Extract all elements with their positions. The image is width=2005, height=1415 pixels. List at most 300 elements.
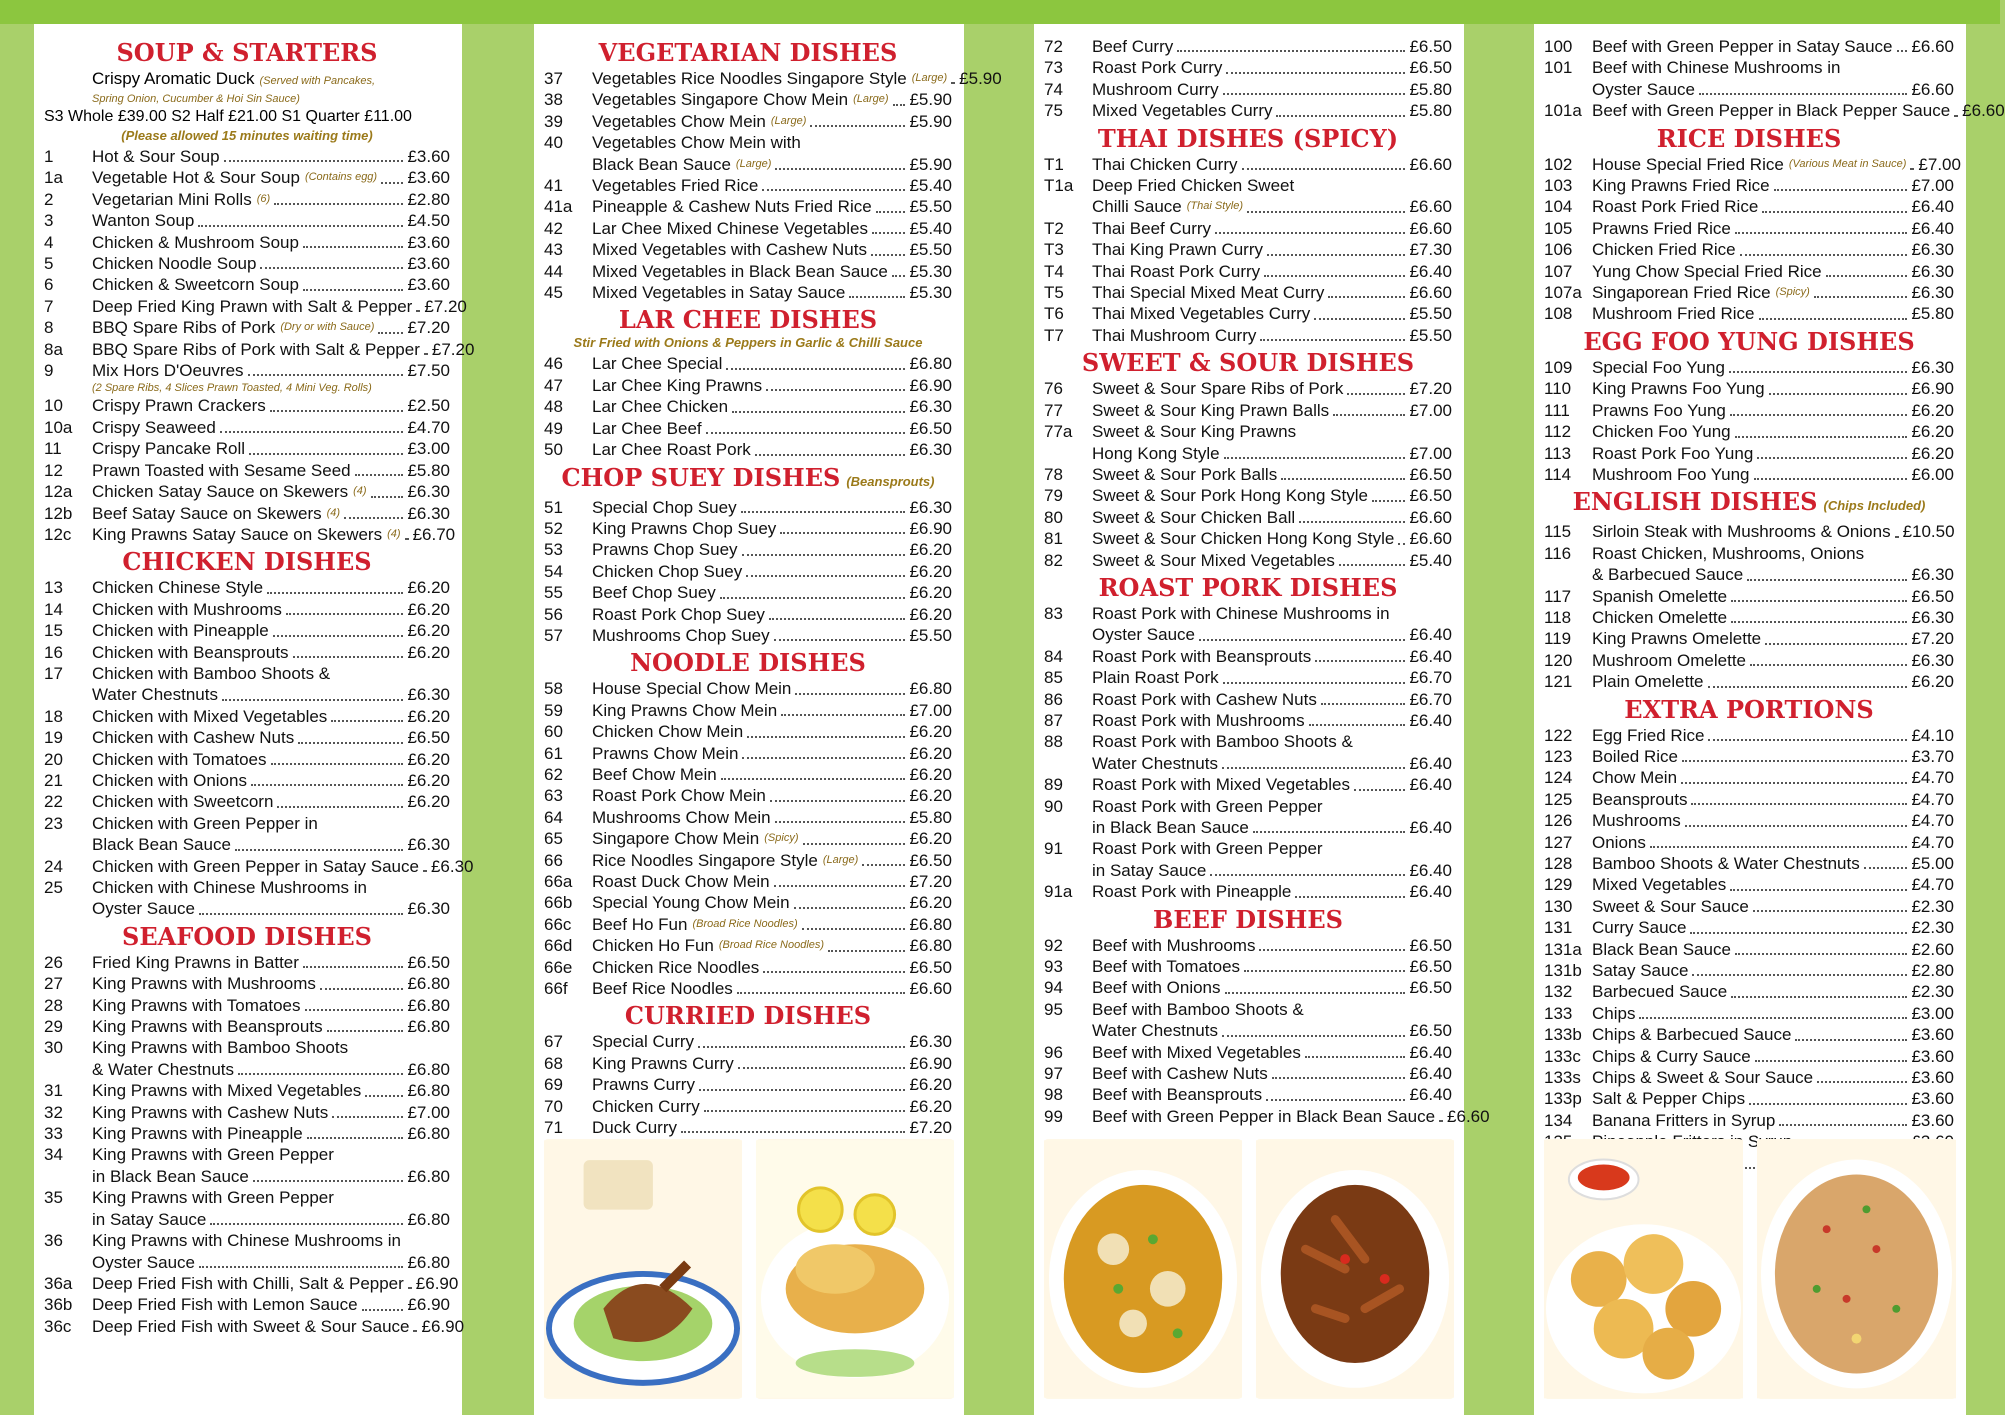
item-price: £6.20	[909, 1096, 952, 1116]
leader-dots	[1691, 803, 1907, 805]
item-name: Boiled Rice	[1592, 746, 1678, 766]
item-price: £6.80	[407, 1081, 450, 1101]
leader-dots	[303, 966, 404, 968]
item-number: 43	[544, 240, 563, 260]
section-title	[544, 462, 952, 495]
item-name: Mushroom Fried Rice	[1592, 304, 1755, 324]
leader-dots	[362, 1309, 404, 1311]
item-price: £7.00	[1911, 176, 1954, 196]
item-number: 16	[44, 642, 63, 662]
item-number: 76	[1044, 379, 1063, 399]
item-number: 36	[44, 1231, 63, 1251]
leader-dots	[405, 538, 409, 540]
section-title	[1044, 572, 1452, 602]
item-number: 116	[1544, 543, 1572, 563]
item-number: 131	[1544, 918, 1573, 938]
item-price: £3.60	[1911, 1068, 1954, 1088]
item-price: £6.50	[1409, 58, 1452, 78]
item-name: Sweet & Sour King Prawn Balls	[1092, 400, 1330, 420]
item-number: 40	[544, 133, 563, 153]
item-price: £6.40	[1409, 646, 1452, 666]
item-name: House Special Chow Mein	[592, 679, 792, 699]
item-name: Roast Pork with Beansprouts	[1092, 646, 1312, 666]
menu-item	[44, 1273, 459, 1294]
leader-dots	[742, 757, 905, 759]
leader-dots	[1826, 275, 1908, 277]
leader-dots	[871, 254, 905, 256]
menu-item	[1044, 325, 1452, 346]
item-price: £5.50	[1409, 325, 1452, 345]
item-price: £6.60	[1409, 218, 1452, 238]
menu-item	[1544, 357, 1954, 378]
leader-dots	[1731, 996, 1907, 998]
leader-dots	[1681, 782, 1907, 784]
item-number: 98	[1044, 1085, 1063, 1105]
item-number: 66	[544, 850, 563, 870]
menu-item	[1544, 100, 2005, 121]
leader-dots	[1314, 318, 1405, 320]
menu-item-cont	[44, 1166, 450, 1187]
item-number: 133	[1544, 1003, 1573, 1023]
item-price: £6.30	[1911, 261, 1954, 281]
item-price: £2.80	[407, 189, 450, 209]
leader-dots	[1260, 339, 1405, 341]
menu-item	[544, 764, 952, 785]
item-name: Roast Pork with Pineapple	[1092, 882, 1292, 902]
item-number: 121	[1544, 672, 1573, 692]
item-number: 57	[544, 625, 563, 645]
menu-item	[44, 1187, 450, 1208]
item-name: Beef with Cashew Nuts	[1092, 1064, 1268, 1084]
item-name: Crispy Prawn Crackers	[92, 396, 266, 416]
item-price: £3.60	[407, 232, 450, 252]
leader-dots	[828, 950, 905, 952]
item-name: Crispy Pancake Roll	[92, 439, 246, 459]
item-price: £6.50	[1409, 37, 1452, 56]
menu-item	[44, 577, 450, 598]
item-number: 91a	[1044, 882, 1073, 902]
item-name: House Special Fried Rice	[1592, 154, 1784, 174]
item-name: Roast Pork with Green Pepper	[1092, 796, 1323, 816]
section-title-text: EGG FOO YUNG DISHES	[1583, 326, 1915, 356]
leader-dots	[726, 368, 905, 370]
item-name: King Prawns with Beansprouts	[92, 1017, 323, 1037]
item-number: 87	[1044, 710, 1063, 730]
item-name: Mixed Vegetables with Cashew Nuts	[592, 240, 867, 260]
leader-dots	[893, 104, 906, 106]
item-name: Singaporean Fried Rice	[1592, 283, 1771, 303]
item-number: 101a	[1544, 101, 1582, 121]
item-name: Banana Fritters in Syrup	[1592, 1110, 1776, 1130]
item-name: Chicken with Green Pepper in	[92, 813, 318, 833]
item-price: £6.20	[909, 604, 952, 624]
menu-item	[44, 1080, 450, 1101]
item-price: £6.90	[909, 518, 952, 538]
item-number: 92	[1044, 935, 1063, 955]
menu-item	[544, 497, 952, 518]
item-name: Sweet & Sour Spare Ribs of Pork	[1092, 379, 1344, 399]
menu-item	[44, 524, 456, 545]
section-title	[544, 1003, 952, 1029]
item-name: Salt & Pepper Chips	[1592, 1089, 1746, 1109]
item-number: 85	[1044, 668, 1063, 688]
item-name: Beef Curry	[1092, 37, 1174, 56]
item-number: 58	[544, 679, 563, 699]
item-number: 102	[1544, 154, 1573, 174]
leader-dots	[737, 992, 906, 994]
item-number: 50	[544, 440, 563, 460]
item-price: £6.40	[1409, 753, 1452, 773]
item-number: 73	[1044, 58, 1063, 78]
leader-dots	[381, 182, 403, 184]
item-number: 28	[44, 995, 63, 1015]
leader-dots	[235, 849, 404, 851]
item-price: £6.90	[1911, 379, 1954, 399]
menu-item	[544, 1053, 952, 1074]
menu-item-cont	[44, 898, 450, 919]
leader-dots	[781, 714, 905, 716]
item-price: £6.20	[1911, 672, 1954, 692]
leader-dots	[1309, 724, 1406, 726]
item-number: 126	[1544, 811, 1573, 831]
menu-item	[1044, 57, 1452, 78]
item-number: 7	[44, 296, 54, 316]
item-name: Egg Fried Rice	[1592, 725, 1705, 745]
menu-item	[544, 539, 952, 560]
item-number: 12c	[44, 524, 72, 544]
item-price: £10.50	[1902, 522, 1955, 542]
menu-item	[44, 1230, 450, 1251]
item-name: Thai Mixed Vegetables Curry	[1092, 304, 1311, 324]
item-price: £4.70	[1911, 832, 1954, 852]
menu-item	[44, 1016, 450, 1037]
item-name: Beef Satay Sauce on Skewers	[92, 503, 322, 523]
leader-dots	[721, 778, 906, 780]
item-price: £5.30	[909, 261, 952, 281]
item-number: 45	[544, 283, 563, 303]
item-price: £6.20	[909, 583, 952, 603]
item-name: King Prawns with Mixed Vegetables	[92, 1081, 362, 1101]
menu-item	[44, 813, 450, 834]
menu-item	[1044, 603, 1452, 624]
leader-dots	[1639, 1017, 1907, 1019]
item-note: (Large)	[822, 853, 859, 866]
menu-item	[544, 625, 952, 646]
leader-dots	[1226, 72, 1405, 74]
item-price: £5.80	[909, 807, 952, 827]
menu-item	[1544, 36, 1954, 57]
item-price: £5.80	[1911, 304, 1954, 324]
item-name-2: in Black Bean Sauce	[92, 1166, 249, 1186]
item-price: £6.30	[1911, 240, 1954, 260]
menu-item-cont	[1044, 443, 1452, 464]
item-name: Plain Roast Pork	[1092, 668, 1219, 688]
item-name: Roast Pork with Cashew Nuts	[1092, 689, 1317, 709]
menu-item	[44, 642, 450, 663]
item-name: Prawns Fried Rice	[1592, 218, 1731, 238]
item-note: (Contains egg)	[304, 171, 378, 184]
menu-item	[44, 274, 450, 295]
item-number: 112	[1544, 422, 1572, 442]
item-name: Beef with Bamboo Shoots &	[1092, 999, 1304, 1019]
item-number: 27	[44, 974, 63, 994]
item-name: BBQ Spare Ribs of Pork with Salt & Pepper	[92, 339, 420, 359]
leader-dots	[273, 635, 404, 637]
item-price: £6.80	[909, 354, 952, 374]
leader-dots	[1223, 93, 1406, 95]
item-number: 97	[1044, 1064, 1063, 1084]
item-name: Vegetables Fried Rice	[592, 176, 759, 196]
item-number: 18	[44, 706, 63, 726]
section-title-text: ROAST PORK DISHES	[1098, 572, 1398, 602]
item-name-2: Water Chestnuts	[1092, 1021, 1218, 1041]
item-price: £3.00	[407, 439, 450, 459]
leader-dots	[248, 374, 404, 376]
leader-dots	[199, 1266, 403, 1268]
menu-item	[544, 439, 952, 460]
item-number: 81	[1044, 529, 1063, 549]
item-price: £5.40	[909, 218, 952, 238]
menu-item	[544, 1074, 952, 1095]
item-name: Roast Pork with Bamboo Shoots &	[1092, 732, 1353, 752]
item-number: 36a	[44, 1273, 73, 1293]
menu-item	[544, 561, 952, 582]
item-name: Chicken & Sweetcorn Soup	[92, 275, 299, 295]
leader-dots	[1757, 457, 1907, 459]
item-price: £5.90	[909, 111, 952, 131]
item-price: £6.30	[1911, 565, 1954, 585]
item-name: Chicken with Bamboo Shoots &	[92, 663, 331, 683]
menu-item	[544, 1031, 952, 1052]
item-price: £6.90	[909, 375, 952, 395]
item-price: £7.20	[1911, 629, 1954, 649]
item-number: 8	[44, 318, 54, 338]
item-price: £6.90	[415, 1273, 459, 1293]
leader-dots	[1814, 296, 1908, 298]
item-name-2: Oyster Sauce	[92, 1252, 195, 1272]
item-price: £3.60	[1911, 1046, 1954, 1066]
menu-item	[44, 232, 450, 253]
menu-item	[1044, 154, 1452, 175]
item-price: £6.60	[1409, 197, 1452, 217]
item-name: Roast Pork Chow Mein	[592, 786, 766, 806]
item-name: Chips & Curry Sauce	[1592, 1046, 1751, 1066]
photo-strip	[1544, 1139, 1956, 1399]
item-number: 3	[44, 211, 54, 231]
leader-dots	[1372, 500, 1406, 502]
item-name: Lar Chee Chicken	[592, 397, 729, 417]
menu-item	[544, 353, 952, 374]
item-name: Curry Sauce	[1592, 918, 1687, 938]
item-name: Deep Fried Fish with Sweet & Sour Sauce	[92, 1316, 410, 1336]
menu-item	[544, 132, 952, 153]
item-price: £6.20	[407, 706, 450, 726]
item-name: Chicken Chinese Style	[92, 578, 264, 598]
menu-item	[1544, 874, 1954, 895]
item-price: £6.30	[407, 835, 450, 855]
chicken-curry-photo	[1044, 1139, 1242, 1399]
item-name: Special Young Chow Mein	[592, 893, 790, 913]
item-price: £6.40	[1409, 775, 1452, 795]
section-title	[544, 650, 952, 676]
leader-dots	[742, 554, 906, 556]
item-price: £6.20	[1911, 422, 1954, 442]
item-number: 22	[44, 792, 63, 812]
item-name: Thai Chicken Curry	[1092, 154, 1238, 174]
item-price: £3.60	[407, 254, 450, 274]
leader-dots	[1692, 974, 1907, 976]
menu-item	[1044, 421, 1452, 442]
leader-dots	[1708, 739, 1907, 741]
menu-item	[1544, 1046, 1954, 1067]
menu-item	[44, 599, 450, 620]
item-price: £6.80	[407, 995, 450, 1015]
item-number: T6	[1044, 304, 1064, 324]
item-price: £6.20	[909, 743, 952, 763]
leader-dots	[1222, 767, 1405, 769]
item-price: £6.40	[1911, 218, 1954, 238]
menu-item	[1544, 303, 1954, 324]
section-title-text: THAI DISHES (SPICY)	[1097, 123, 1399, 153]
item-name-2: Water Chestnuts	[92, 685, 218, 705]
item-price: £6.40	[1409, 860, 1452, 880]
item-number: 41a	[544, 197, 573, 217]
item-price: £5.80	[407, 460, 450, 480]
item-name: Mixed Vegetables Curry	[1092, 101, 1273, 121]
item-number: 131b	[1544, 961, 1582, 981]
item-price: £6.30	[1911, 650, 1954, 670]
menu-item-cont	[44, 684, 450, 705]
menu-item	[44, 1316, 465, 1337]
item-name: Mixed Vegetables	[1592, 875, 1727, 895]
menu-item	[44, 460, 450, 481]
leader-dots	[198, 225, 403, 227]
item-price: £3.60	[407, 275, 450, 295]
section-title-text: RICE DISHES	[1656, 123, 1842, 153]
item-price: £7.20	[431, 339, 475, 359]
menu-item	[44, 438, 450, 459]
leader-dots	[1299, 521, 1405, 523]
item-name-2: Black Bean Sauce	[592, 154, 731, 174]
leader-dots	[222, 699, 403, 701]
leader-dots	[260, 267, 403, 269]
item-name: Beef with Green Pepper in Satay Sauce	[1592, 37, 1893, 56]
item-note: (4)	[387, 527, 401, 540]
item-name: Mushrooms	[1592, 811, 1681, 831]
item-price: £7.20	[909, 1118, 952, 1138]
section-title	[544, 307, 952, 333]
menu-item	[1544, 960, 1954, 981]
item-name: Plain Omelette	[1592, 672, 1704, 692]
menu-column-3	[1034, 24, 1490, 1415]
item-price: £6.30	[430, 856, 474, 876]
item-note: (Dry or with Sauce)	[280, 321, 375, 334]
menu-item	[44, 339, 475, 360]
menu-item-cont	[1044, 817, 1452, 838]
item-price: £2.30	[1911, 982, 1954, 1002]
section-title	[1544, 489, 1954, 519]
item-number: 66c	[544, 914, 572, 934]
item-number: 79	[1044, 486, 1063, 506]
item-number: 84	[1044, 646, 1063, 666]
section-subnote: Stir Fried with Onions & Peppers in Garlic & Chilli Sauce	[573, 335, 923, 351]
leader-dots	[1699, 93, 1907, 95]
item-note: (Thai Style)	[1186, 200, 1244, 213]
item-price: £5.50	[909, 197, 952, 217]
item-number: 83	[1044, 603, 1063, 623]
menu-item-cont	[44, 834, 450, 855]
menu-item	[1044, 1084, 1452, 1105]
menu-item	[1544, 981, 1954, 1002]
item-price: £4.70	[1911, 875, 1954, 895]
item-name: Chips & Sweet & Sour Sauce	[1592, 1068, 1814, 1088]
menu-item	[1044, 796, 1452, 817]
item-name: Sweet & Sour Pork Hong Kong Style	[1092, 486, 1368, 506]
item-price: £6.30	[909, 1032, 952, 1052]
leader-dots	[220, 431, 404, 433]
item-number: 80	[1044, 507, 1063, 527]
item-name: Chicken Omelette	[1592, 607, 1728, 627]
item-price: £7.20	[407, 318, 450, 338]
menu-item	[44, 791, 450, 812]
leader-dots	[274, 203, 403, 205]
menu-item	[1544, 239, 1954, 260]
item-price: £6.50	[407, 952, 450, 972]
menu-item	[44, 706, 450, 727]
item-name: King Prawns with Bamboo Shoots	[92, 1038, 349, 1058]
item-number: 49	[544, 418, 563, 438]
item-name: King Prawns with Cashew Nuts	[92, 1102, 329, 1122]
leader-dots	[1333, 414, 1405, 416]
item-name: Lar Chee Roast Pork	[592, 440, 751, 460]
leader-dots	[1735, 953, 1908, 955]
item-number: 106	[1544, 240, 1573, 260]
item-name: Beef Rice Noodles	[592, 979, 733, 999]
menu-item	[1544, 543, 1954, 564]
leader-dots	[320, 988, 404, 990]
item-number: 12	[44, 460, 63, 480]
item-number: 10a	[44, 417, 73, 437]
section-title-text: SWEET & SOUR DISHES	[1081, 348, 1415, 378]
item-name: Chicken Curry	[592, 1096, 700, 1116]
section-title	[44, 40, 450, 66]
item-number: 32	[44, 1102, 63, 1122]
menu-item	[1544, 586, 1954, 607]
item-note: (6)	[256, 192, 271, 205]
item-price: £5.40	[1409, 550, 1452, 570]
menu-item	[1544, 464, 1954, 485]
menu-item	[1044, 689, 1452, 710]
item-price: £4.50	[407, 211, 450, 231]
menu-item	[544, 807, 952, 828]
menu-item	[1044, 175, 1452, 196]
leader-dots	[1685, 825, 1908, 827]
menu-item	[44, 952, 450, 973]
menu-item	[544, 743, 952, 764]
menu-item	[544, 892, 952, 913]
item-name: Deep Fried King Prawn with Salt & Pepper	[92, 296, 413, 316]
menu-item	[1044, 838, 1452, 859]
item-price: £6.40	[1409, 882, 1452, 902]
menu-item	[544, 239, 952, 260]
section-title-text: SEAFOOD DISHES	[122, 921, 372, 951]
leader-dots	[1750, 664, 1907, 666]
item-name: Chicken with Tomatoes	[92, 749, 267, 769]
item-price: £6.30	[1911, 283, 1954, 303]
item-name: Roast Pork with Green Pepper	[1092, 839, 1323, 859]
menu-item	[544, 721, 952, 742]
menu-item	[1544, 789, 1954, 810]
